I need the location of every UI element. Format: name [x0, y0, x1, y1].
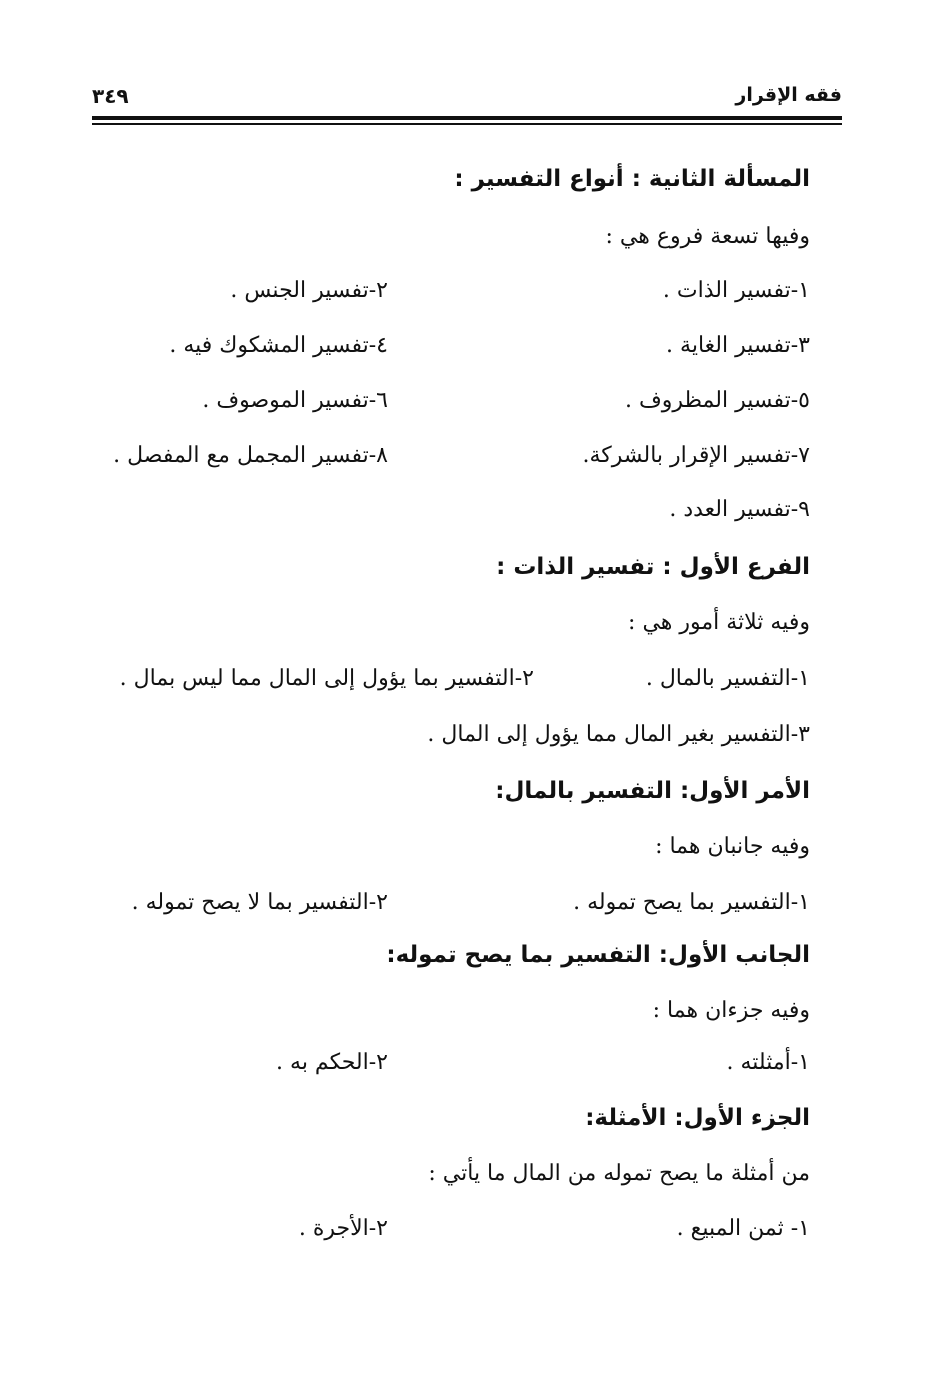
example-item: ٢-الأجرة . [298, 1216, 388, 1241]
aspect-item: ٢-التفسير بما لا يصح تموله . [131, 890, 388, 915]
page-number: ٣٤٩ [92, 84, 129, 108]
part-item: ٢-الحكم به . [276, 1050, 388, 1075]
matter-item: ٣-التفسير بغير المال مما يؤول إلى المال . [427, 722, 810, 747]
branch-item: ٥-تفسير المظروف . [624, 388, 810, 413]
running-title: فقه الإقرار [735, 84, 842, 106]
header-rule-thick [92, 116, 842, 120]
branch-one-intro: وفيه ثلاثة أمور هي : [628, 610, 810, 635]
part-one-heading: الجزء الأول: الأمثلة: [585, 1105, 810, 1131]
branch-item: ١-تفسير الذات . [662, 278, 810, 303]
branch-one-heading: الفرع الأول : تفسير الذات : [496, 554, 810, 580]
branch-item: ٣-تفسير الغاية . [666, 333, 810, 358]
branch-item: ٩-تفسير العدد . [669, 497, 810, 522]
header-rule-thin [92, 123, 842, 125]
branch-item: ٧-تفسير الإقرار بالشركة. [582, 443, 810, 468]
branch-item: ٦-تفسير الموصوف . [202, 388, 388, 413]
aspect-one-intro: وفيه جزءان هما : [652, 998, 810, 1023]
section-intro: وفيها تسعة فروع هي : [605, 224, 810, 249]
part-item: ١-أمثلته . [726, 1050, 810, 1075]
section-heading: المسألة الثانية : أنواع التفسير : [454, 166, 810, 192]
aspect-one-heading: الجانب الأول: التفسير بما يصح تموله: [386, 942, 810, 968]
branch-item: ٨-تفسير المجمل مع المفصل . [113, 443, 388, 468]
branch-item: ٢-تفسير الجنس . [230, 278, 388, 303]
example-item: ١- ثمن المبيع . [676, 1216, 810, 1241]
aspect-item: ١-التفسير بما يصح تموله . [573, 890, 810, 915]
matter-item: ٢-التفسير بما يؤول إلى المال مما ليس بمال . [119, 666, 534, 691]
running-header [92, 84, 842, 112]
branch-item: ٤-تفسير المشكوك فيه . [169, 333, 388, 358]
matter-one-heading: الأمر الأول: التفسير بالمال: [495, 778, 810, 804]
part-one-intro: من أمثلة ما يصح تموله من المال ما يأتي : [428, 1161, 810, 1186]
matter-item: ١-التفسير بالمال . [645, 666, 810, 691]
matter-one-intro: وفيه جانبان هما : [655, 834, 810, 859]
